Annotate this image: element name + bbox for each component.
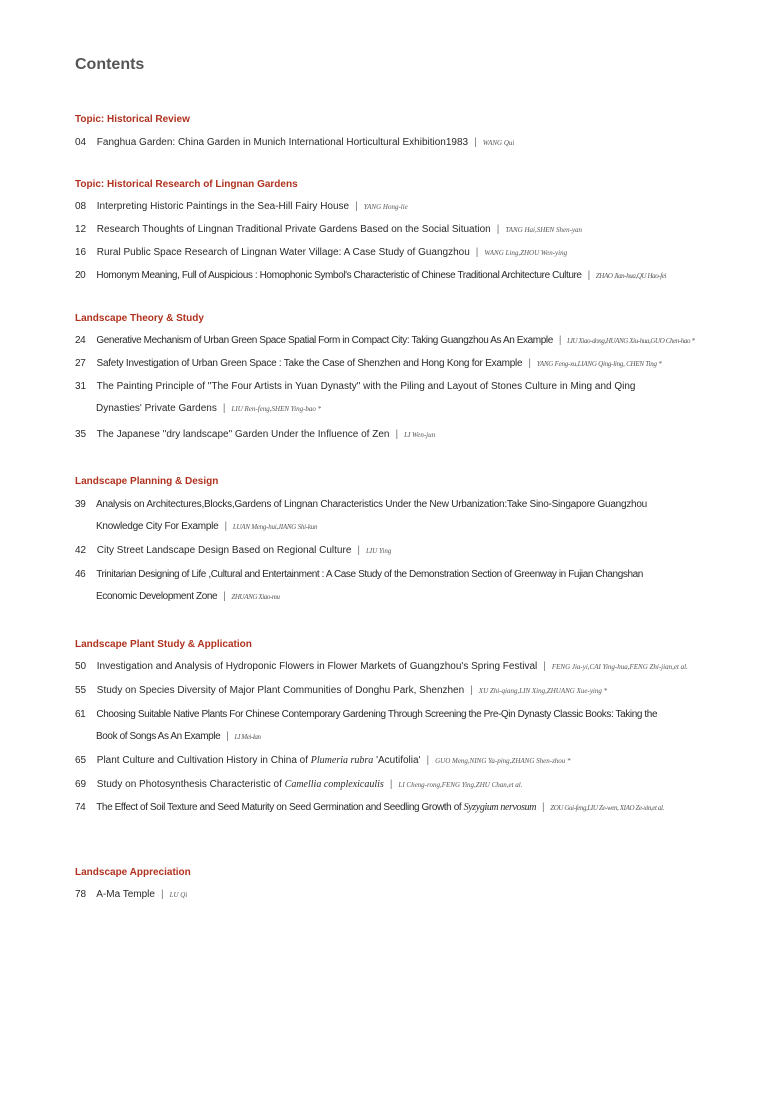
entry-title: Analysis on Architectures,Blocks,Gardens of Lingnan Characteristics Under the New Urbanization:Take Sino-Singapore Guangzhou bbox=[95, 499, 647, 510]
toc-entry[interactable]: 74 The Effect of Soil Texture and Seed Maturity on Seed Germination and Seedling Growth of Syzygium nervosum | ZOU Gui-feng,LIU Ze-wen, XIAO Ze-xin,et al. bbox=[75, 797, 765, 819]
entry-author: ZOU Gui-feng,LIU Ze-wen, XIAO Ze-xin,et al. bbox=[550, 804, 664, 812]
entry-author: WANG Ling,ZHOU Wen-ying bbox=[484, 249, 568, 257]
entry-title: The Japanese "dry landscape" Garden Under the Influence of Zen bbox=[96, 429, 390, 440]
section-heading: Landscape Planning & Design bbox=[75, 476, 219, 487]
toc-entry[interactable]: 55 Study on Species Diversity of Major Plant Communities of Donghu Park, Shenzhen | XU Zhi-qiang,LIN Xing,ZHUANG Xue-ying * bbox=[75, 680, 765, 702]
entry-title-suffix: 'Acutifolia' bbox=[376, 755, 421, 766]
page-number: 78 bbox=[75, 889, 87, 900]
entry-title: Fanghua Garden: China Garden in Munich International Horticultural Exhibition1983 bbox=[96, 137, 469, 148]
toc-entry[interactable]: 12 Research Thoughts of Lingnan Traditional Private Gardens Based on the Social Situation | TANG Hai,SHEN Shen-yan bbox=[75, 219, 765, 241]
page-number: 24 bbox=[75, 335, 86, 346]
page-number: 04 bbox=[75, 137, 87, 148]
page-number: 35 bbox=[75, 429, 87, 440]
entry-author: WANG Qui bbox=[482, 139, 515, 147]
toc-entry[interactable]: 50 Investigation and Analysis of Hydroponic Flowers in Flower Markets of Guangzhou's Spring Festival | FENG Jia-yi,CAI Ying-hua,FENG Zhi-jian,et al. bbox=[75, 656, 765, 678]
section-heading: Landscape Theory & Study bbox=[75, 313, 204, 324]
entry-author: YANG Feng-xu,LIANG Qing-ling, CHEN Ting * bbox=[536, 360, 662, 368]
entry-title: Interpreting Historic Paintings in the Sea-Hill Fairy House bbox=[96, 201, 350, 212]
entry-title: The Painting Principle of "The Four Artists in Yuan Dynasty" with the Piling and Layout of Stones Culture in Ming and Qing bbox=[96, 381, 636, 392]
page-number: 46 bbox=[75, 569, 86, 580]
entry-title-continued: Economic Development Zone bbox=[96, 591, 218, 602]
toc-entry[interactable]: 61 Choosing Suitable Native Plants For Chinese Contemporary Gardening Through Screening the Pre-Qin Dynasty Classic Books: Taking the Book of Songs As An Example | LI Mei-lan bbox=[75, 704, 765, 748]
entry-author: LI Mei-lan bbox=[234, 733, 261, 741]
entry-author: LUAN Meng-hui,JIANG Shi-kun bbox=[232, 523, 318, 531]
entry-author: YANG Hong-lie bbox=[363, 203, 408, 211]
entry-title: Study on Photosynthesis Characteristic of bbox=[96, 779, 282, 790]
entry-title: Research Thoughts of Lingnan Traditional Private Gardens Based on the Social Situation bbox=[96, 224, 491, 235]
page-number: 55 bbox=[75, 685, 87, 696]
toc-entry[interactable]: 04 Fanghua Garden: China Garden in Munich International Horticultural Exhibition1983 | WANG Qui bbox=[75, 132, 765, 154]
page-number: 20 bbox=[75, 270, 86, 281]
latin-name: Syzygium nervosum bbox=[463, 802, 537, 813]
toc-entry[interactable]: 27 Safety Investigation of Urban Green Space : Take the Case of Shenzhen and Hong Kong for Example | YANG Feng-xu,LIANG Qing-ling, CHEN Ting * bbox=[75, 353, 765, 375]
page-title: Contents bbox=[75, 56, 145, 73]
page-number: 12 bbox=[75, 224, 87, 235]
toc-entry[interactable]: 08 Interpreting Historic Paintings in the Sea-Hill Fairy House | YANG Hong-lie bbox=[75, 196, 765, 218]
entry-author: ZHAO Jian-hua,QU Hao-fei bbox=[595, 272, 667, 280]
entry-title: A-Ma Temple bbox=[96, 889, 155, 900]
section-heading: Topic: Historical Research of Lingnan Gardens bbox=[75, 179, 298, 190]
latin-name: Camellia complexicaulis bbox=[284, 779, 384, 790]
entry-author: XU Zhi-qiang,LIN Xing,ZHUANG Xue-ying * bbox=[478, 687, 608, 695]
page-number: 39 bbox=[75, 499, 86, 510]
entry-author: LI Wen-jun bbox=[404, 431, 436, 439]
entry-author: TANG Hai,SHEN Shen-yan bbox=[505, 226, 583, 234]
entry-title: Rural Public Space Research of Lingnan Water Village: A Case Study of Guangzhou bbox=[96, 247, 470, 258]
entry-title: Safety Investigation of Urban Green Space : Take the Case of Shenzhen and Hong Kong for Example bbox=[96, 358, 523, 369]
entry-title: Generative Mechanism of Urban Green Space Spatial Form in Compact City: Taking Guangzhou As An Example bbox=[96, 335, 553, 346]
page-number: 42 bbox=[75, 545, 87, 556]
toc-entry[interactable]: 24 Generative Mechanism of Urban Green Space Spatial Form in Compact City: Taking Guangzhou As An Example | LIU Xiao-dong,HUANG Xiu-hua,GUO Chen-hao * bbox=[75, 330, 765, 352]
entry-title: Investigation and Analysis of Hydroponic Flowers in Flower Markets of Guangzhou's Spring Festival bbox=[96, 661, 538, 672]
toc-entry[interactable]: 20 Homonym Meaning, Full of Auspicious : Homophonic Symbol's Characteristic of Chinese Traditional Architecture Culture | ZHAO Jian-hua,QU Hao-fei bbox=[75, 265, 765, 287]
toc-entry[interactable]: 42 City Street Landscape Design Based on Regional Culture | LIU Ying bbox=[75, 540, 765, 562]
entry-author: ZHUANG Xiao-mu bbox=[231, 593, 280, 601]
toc-entry[interactable]: 35 The Japanese "dry landscape" Garden Under the Influence of Zen | LI Wen-jun bbox=[75, 424, 765, 446]
entry-title-continued: Dynasties' Private Gardens bbox=[96, 403, 217, 414]
page-number: 69 bbox=[75, 779, 87, 790]
entry-title-continued: Knowledge City For Example bbox=[96, 521, 219, 532]
toc-entry[interactable]: 78 A-Ma Temple | LU Qi bbox=[75, 884, 765, 906]
toc-entry[interactable]: 39 Analysis on Architectures,Blocks,Gardens of Lingnan Characteristics Under the New Urbanization:Take Sino-Singapore Guangzhou Knowledge City For Example | LUAN Meng-hui,JIANG Shi-kun bbox=[75, 494, 765, 538]
section-heading: Topic: Historical Review bbox=[75, 114, 190, 125]
page-number: 65 bbox=[75, 755, 87, 766]
latin-name: Plumeria rubra bbox=[310, 755, 374, 766]
page-number: 61 bbox=[75, 709, 86, 720]
entry-title-continued: Book of Songs As An Example bbox=[96, 731, 221, 742]
entry-title: City Street Landscape Design Based on Regional Culture bbox=[96, 545, 352, 556]
entry-title: Homonym Meaning, Full of Auspicious : Homophonic Symbol's Characteristic of Chinese Traditional Architecture Culture bbox=[96, 270, 582, 281]
toc-entry[interactable]: 31 The Painting Principle of "The Four Artists in Yuan Dynasty" with the Piling and Layout of Stones Culture in Ming and Qing Dynasties' Private Gardens | LIU Ren-feng,SHEN Ying-bao * bbox=[75, 376, 765, 420]
section-heading: Landscape Appreciation bbox=[75, 867, 191, 878]
page-number: 74 bbox=[75, 802, 86, 813]
toc-entry[interactable]: 69 Study on Photosynthesis Characteristic of Camellia complexicaulis | LI Cheng-rong,FENG Ying,ZHU Chan,et al. bbox=[75, 774, 765, 796]
entry-title: Study on Species Diversity of Major Plant Communities of Donghu Park, Shenzhen bbox=[96, 685, 465, 696]
page-number: 16 bbox=[75, 247, 87, 258]
entry-title: Plant Culture and Cultivation History in China of bbox=[96, 755, 308, 766]
entry-author: GUO Meng,NING Ya-ping,ZHANG Shen-zhou * bbox=[435, 757, 571, 765]
entry-author: LIU Ying bbox=[366, 547, 392, 555]
entry-author: LIU Xiao-dong,HUANG Xiu-hua,GUO Chen-hao * bbox=[567, 337, 695, 345]
entry-author: LI Cheng-rong,FENG Ying,ZHU Chan,et al. bbox=[398, 781, 523, 789]
toc-entry[interactable]: 65 Plant Culture and Cultivation History in China of Plumeria rubra 'Acutifolia' | GUO Meng,NING Ya-ping,ZHANG Shen-zhou * bbox=[75, 750, 765, 772]
toc-entry[interactable]: 46 Trinitarian Designing of Life ,Cultural and Entertainment : A Case Study of the Demonstration Section of Greenway in Fujian Changshan Economic Development Zone | ZHUANG Xiao-mu bbox=[75, 564, 765, 608]
entry-author: FENG Jia-yi,CAI Ying-hua,FENG Zhi-jian,et al. bbox=[551, 663, 688, 671]
entry-title: Choosing Suitable Native Plants For Chinese Contemporary Gardening Through Screening the Pre-Qin Dynasty Classic Books: Taking the bbox=[96, 709, 658, 720]
toc-entry[interactable]: 16 Rural Public Space Research of Lingnan Water Village: A Case Study of Guangzhou | WANG Ling,ZHOU Wen-ying bbox=[75, 242, 765, 264]
page-number: 08 bbox=[75, 201, 87, 212]
entry-title: The Effect of Soil Texture and Seed Maturity on Seed Germination and Seedling Growth of bbox=[96, 802, 462, 813]
page-number: 27 bbox=[75, 358, 86, 369]
entry-author: LIU Ren-feng,SHEN Ying-bao * bbox=[231, 405, 322, 413]
page-number: 31 bbox=[75, 381, 87, 392]
section-heading: Landscape Plant Study & Application bbox=[75, 639, 252, 650]
entry-author: LU Qi bbox=[169, 891, 188, 899]
page-number: 50 bbox=[75, 661, 87, 672]
entry-title: Trinitarian Designing of Life ,Cultural and Entertainment : A Case Study of the Demonstration Section of Greenway in Fujian Changshan bbox=[96, 569, 643, 580]
